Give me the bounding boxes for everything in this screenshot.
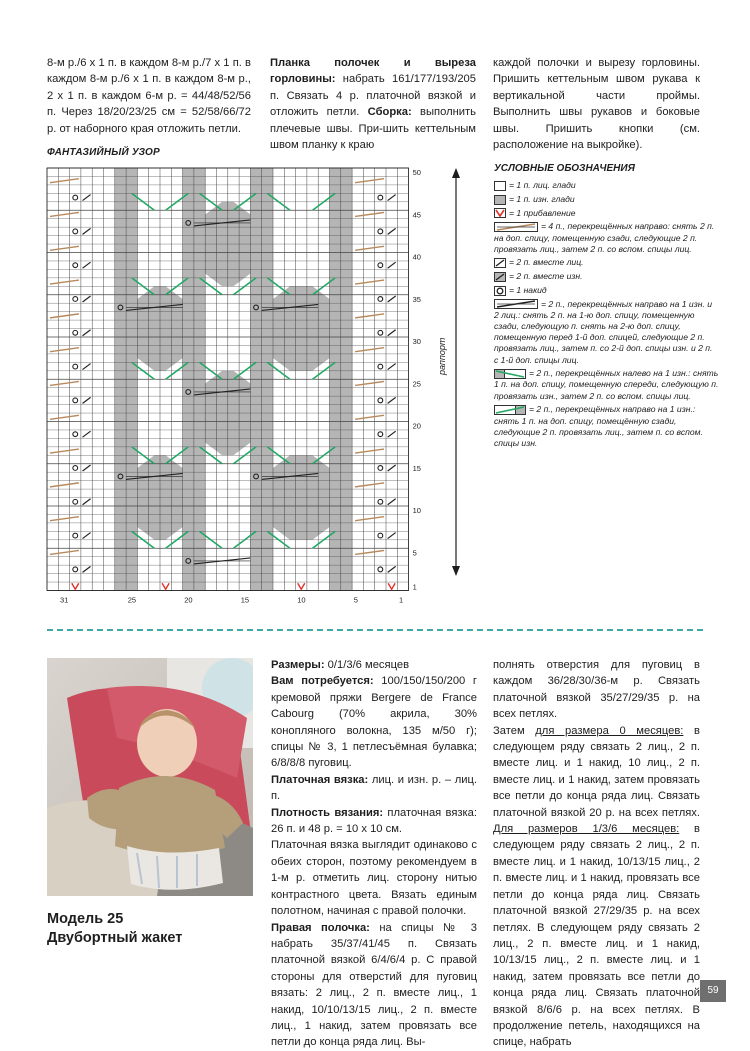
- legend: [494, 163, 719, 452]
- row-label: 10: [412, 506, 421, 516]
- legend-item-k2tog: [494, 257, 719, 268]
- model-name: Двубортный жакет: [47, 930, 183, 946]
- row-label: 35: [412, 294, 421, 304]
- legend-item-yarnover: [494, 285, 719, 296]
- legend-item-purl: [494, 194, 719, 205]
- paragraph: [271, 920, 477, 1051]
- legend-text: = 1 п. лиц. глади: [509, 180, 576, 191]
- legend-item-cable3: [494, 299, 719, 366]
- text: на спицы № 3 набрать 35/37/41/45 п. Связать платочной вязкой 6/4/6/4 р. С правой стороны для отверстий для пуговиц вязать: 2 лиц., 2 п. вместе лиц., 1 накид, 10/10/13/15 лиц., 2 п. вместе лиц., 1 накид, затем провязать все петли до конца ряда лиц. Вы-: [271, 921, 477, 1049]
- text: в следующем ряду связать 2 лиц., 2 п. вместе лиц. и 1 накид, 10/13/15 лиц., 2 п. вместе лиц. и 1 накид, провязать все петли до конца ряда лиц. Связать платочной вязкой 27/29/35 р. на всех петлях. В следующем ряду связать 2 лиц., 2 п. вместе лиц. и 1 накид, 10/13/15 лиц., 2 п. вместе лиц. и 1 накид, затем провязать все петли до конца ряда лиц. Связать платочной вязкой 8/6/6 р. на всех петлях. В продолжение петель, находящихся на спице, набрать: [493, 823, 700, 1049]
- text: в следующем ряду связать 2 лиц., 2 п. вместе лиц. и 1 накид, 10 лиц., 2 п. вместе лиц. и 1 накид, затем провязать все петли до конца ряда лиц. Связать платочной вязкой 20 р. на всех петлях.: [493, 724, 700, 819]
- row-label: 50: [412, 168, 421, 178]
- knit-stitch-icon: [494, 181, 506, 191]
- paragraph: 8-м р./6 х 1 п. в каждом 8-м р./7 х 1 п. в каждом 8-м р./6 х 1 п. в каждом 8-м р., 2 х 1 п. в каждом 6-м р. = 44/48/52/56 п. Через 18/20/23/25 см = 52/58/66/72 р. от наборного края отложить петли.: [47, 57, 251, 135]
- row-label: 1: [412, 582, 417, 592]
- legend-item-knit: [494, 180, 719, 191]
- legend-text: = 1 прибавление: [509, 207, 576, 218]
- column-label: 20: [184, 595, 193, 605]
- rapport-label: раппорт: [437, 337, 447, 375]
- yarnover-icon: [494, 286, 506, 296]
- heading: Правая полочка:: [271, 921, 370, 934]
- paragraph: полнять отверстия для пуговиц в каждом 36/28/30/36-м р. Связать платочной вязкой 35/27/29/35 р. на всех петлях.: [493, 659, 700, 721]
- increase-icon: [494, 208, 506, 218]
- text: выполнить плечевые швы. При-шить кеттельным швом планку к краю: [270, 106, 476, 152]
- row-label: 5: [412, 548, 417, 558]
- heading: Сборка:: [367, 106, 412, 119]
- row-label: 45: [412, 210, 421, 220]
- legend-text: = 2 п. вместе изн.: [509, 271, 583, 282]
- row-label: 30: [412, 337, 421, 347]
- legend-title: УСЛОВНЫЕ ОБОЗНАЧЕНИЯ: [494, 163, 635, 174]
- cross-right-icon: [494, 405, 526, 415]
- row-label: 25: [412, 379, 421, 389]
- baby-photo: [47, 658, 253, 896]
- legend-item-p2tog: [494, 271, 719, 282]
- model-number: Модель 25: [47, 911, 124, 927]
- cross-left-icon: [494, 369, 526, 379]
- legend-item-cable4: [494, 221, 719, 255]
- column-label: 10: [297, 595, 306, 605]
- text: набрать 161/177/193/205 п. Связать 4 р. платочной вязкой и отложить петли.: [270, 73, 476, 119]
- row-label: 20: [412, 421, 421, 431]
- k2tog-icon: [494, 258, 506, 268]
- text: 100/150/150/200 г кремовой пряжи Bergere de France Cabourg (70% акрила, 30% конопляного волокна, 135 м/50 г); спицы № 3, 1 петлесъёмная булавка; 6/8/8/8 пуговиц.: [271, 675, 477, 770]
- paragraph: [271, 772, 477, 805]
- heading: Плотность вязания:: [271, 806, 384, 819]
- row-label: 15: [412, 463, 421, 473]
- text: платочная вязка: 26 п. и 48 р. = 10 х 10 см.: [271, 806, 477, 836]
- legend-text: = 2 п., перекрещённых направо на 1 изн.: снять 1 п. на доп. спицу, помещённую сзади, следующие 2 п. провязать лиц., затем п. со вспом. спицы изн.: [494, 404, 703, 448]
- rapport-arrow-top: [452, 168, 460, 178]
- size-heading: для размера 0 месяцев:: [535, 724, 684, 737]
- model-title: [47, 910, 182, 948]
- text: 0/1/3/6 месяцев: [324, 659, 410, 671]
- heading: Платочная вязка:: [271, 773, 369, 786]
- paragraph: [271, 673, 477, 771]
- legend-text: = 2 п., перекрещённых направо на 1 изн. и 2 лиц.: снять 2 п. на 1-ю доп. спицу, помещенную сзади, следующую п. снять на 2-ю доп. спицу, помещенную перед 1-й доп. спицей, следующие 2 п. провязать лиц., затем п. со 2-й доп. спицы изн. и 2 п. с 1-й доп. спицы лиц.: [494, 298, 713, 365]
- legend-text: = 2 п. вместе лиц.: [509, 257, 584, 268]
- legend-item-cross-right: [494, 404, 719, 449]
- heading: Размеры:: [271, 659, 325, 671]
- top-text-col2: [270, 55, 476, 153]
- rapport-arrow-bottom: [452, 566, 460, 576]
- column-label: 1: [398, 595, 404, 605]
- text: Затем: [493, 724, 536, 737]
- page-number: 59: [700, 980, 726, 1002]
- paragraph: [271, 805, 477, 838]
- knitting-chart: [40, 160, 480, 610]
- column-label: 15: [240, 595, 250, 605]
- baby-photo-illustration: [47, 658, 253, 896]
- paragraph: Платочная вязка выглядит одинаково с обеих сторон, поэтому рекомендуем в 1-м р. отметить лиц. сторону нитью контрастного цвета. Вязать единым полотном, начиная с правой полочки.: [271, 839, 477, 918]
- p2tog-icon: [494, 272, 506, 282]
- column-label: 31: [59, 595, 69, 605]
- chart-title: ФАНТАЗИЙНЫЙ УЗОР: [47, 147, 160, 158]
- paragraph: [270, 55, 476, 153]
- legend-text: = 4 п., перекрещённых направо: снять 2 п. на доп. спицу, помещенную сзади, следующие 2 п. провязать лиц., затем 2 п. со вспом. спицы лиц.: [494, 221, 715, 254]
- paragraph: каждой полочки и вырезу горловины. Пришить кеттельным швом рукава к вертикальной части проймы. Выполнить швы рукавов и боковые швы. Пришить кнопки (см. расположение на выкройке).: [493, 57, 700, 152]
- size-heading: Для размеров 1/3/6 месяцев:: [493, 823, 680, 836]
- legend-item-increase: [494, 208, 719, 219]
- purl-stitch-icon: [494, 195, 506, 205]
- heading: Планка полочек и выреза горловины:: [270, 57, 476, 86]
- paragraph: [271, 657, 477, 673]
- column-label: 25: [127, 595, 137, 605]
- column-label: 5: [353, 595, 358, 605]
- text: лиц. и изн. р. – лиц. п.: [271, 773, 478, 803]
- bottom-text-col1: [271, 657, 477, 1051]
- cable-right-3-icon: [494, 299, 538, 309]
- top-text-col3: [493, 55, 700, 153]
- bottom-text-col2: [493, 657, 700, 1051]
- paragraph: [493, 723, 700, 1051]
- heading: Вам потребуется:: [271, 675, 374, 688]
- legend-text: = 2 п., перекрещённых налево на 1 изн.: снять 1 п. на доп. спицу, помещенную спереди, следующую п. провязать изн., затем 2 п. со вспом. спицы лиц.: [494, 368, 719, 401]
- cable-right-4-icon: [494, 222, 538, 232]
- row-label: 40: [412, 252, 421, 262]
- legend-text: = 1 п. изн. глади: [509, 193, 575, 204]
- section-divider: [47, 629, 703, 631]
- legend-text: = 1 накид: [509, 284, 547, 295]
- legend-item-cross-left: [494, 368, 719, 402]
- top-text-col1: [47, 55, 251, 137]
